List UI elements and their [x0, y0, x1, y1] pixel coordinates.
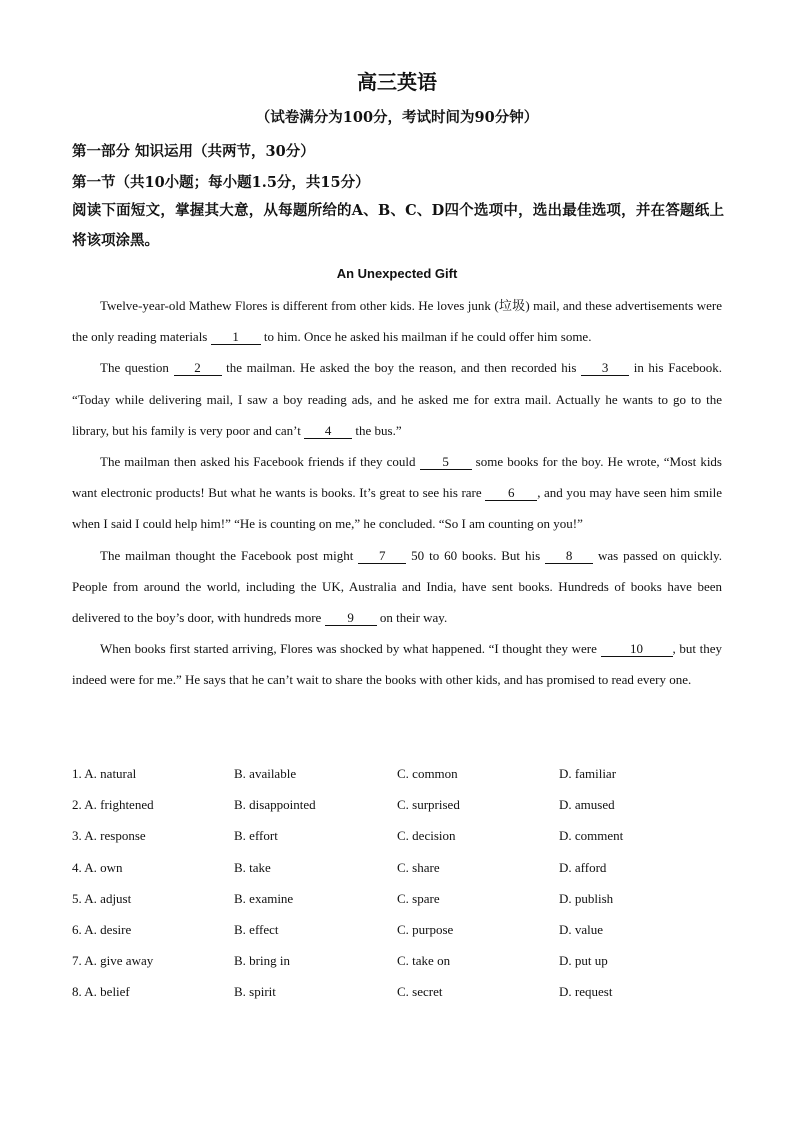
option-c: C. spare — [397, 890, 440, 906]
section-heading: 第一节（共10小题；每小题1.5分，共15分） — [72, 174, 370, 191]
exam-subtitle: （试卷满分为100分，考试时间为90分钟） — [255, 109, 539, 126]
blank-7: 7 — [358, 548, 406, 564]
blank-1: 1 — [211, 329, 261, 345]
answer-options — [72, 762, 722, 1012]
question-row — [72, 887, 722, 918]
blank-3: 3 — [581, 360, 629, 376]
option-b: B. spirit — [234, 984, 276, 1000]
option-a: 7. A. give away — [72, 953, 154, 969]
option-b: B. examine — [234, 890, 294, 906]
option-a: 6. A. desire — [72, 921, 132, 937]
option-d: D. afford — [559, 859, 607, 875]
blank-4: 4 — [304, 423, 352, 439]
option-c: C. surprised — [397, 797, 460, 813]
option-c: C. take on — [397, 953, 451, 969]
option-c: C. decision — [397, 828, 456, 844]
option-d: D. familiar — [559, 766, 617, 781]
blank-2: 2 — [174, 360, 222, 376]
option-a: 4. A. own — [72, 859, 123, 875]
option-d: D. comment — [559, 828, 624, 844]
blank-9: 9 — [325, 610, 377, 626]
part-heading: 第一部分 知识运用（共两节，30分） — [72, 143, 315, 160]
option-c: C. common — [397, 766, 458, 781]
blank-5: 5 — [420, 454, 472, 470]
paragraph-1: Twelve-year-old Mathew Flores is different from other kids. He loves junk (垃圾) mail, and these advertisements were the only reading materials 1 to him. Once he asked his mailman if he could offer him some. — [72, 298, 722, 345]
option-d: D. publish — [559, 890, 614, 906]
question-row — [72, 949, 722, 980]
option-b: B. effect — [234, 921, 279, 937]
option-a: 5. A. adjust — [72, 890, 132, 906]
blank-6: 6 — [485, 485, 537, 501]
passage-body — [72, 290, 722, 696]
paragraph-3: The mailman then asked his Facebook friends if they could 5 some books for the boy. He wrote, “Most kids want electronic products! But what he wants is books. It’s great to see his rare 6 , and you may have seen him smile when I said I could help him!” “He is counting on me,” he concluded. “So I am counting on you!” — [72, 454, 722, 532]
instruction-text: 阅读下面短文，掌握其大意，从每题所给的A、B、C、D四个选项中，选出最佳选项，并在答题纸上将该项涂黑。 — [72, 202, 724, 249]
option-c: C. purpose — [397, 921, 454, 937]
question-row — [72, 762, 722, 793]
paragraph-4: The mailman thought the Facebook post might 7 50 to 60 books. But his 8 was passed on quickly. People from around the world, including the UK, Australia and India, have sent books. Hundreds of books have been delivered to the boy’s door, with hundreds more 9 on their way. — [72, 547, 723, 626]
option-b: B. bring in — [234, 953, 290, 969]
question-row — [72, 824, 722, 855]
paragraph-2: The question 2 the mailman. He asked the boy the reason, and then recorded his 3 in his Facebook. “Today while delivering mail, I saw a boy reading ads, and he asked me for extra mail. Actually he wants to go to the library, but his family is very poor and can’t 4 the bus.” — [72, 360, 723, 438]
option-a: 3. A. response — [72, 828, 146, 844]
option-b: B. effort — [234, 828, 278, 844]
option-b: B. take — [234, 859, 271, 875]
paragraph-5: When books first started arriving, Flores was shocked by what happened. “I thought they were 10 , but they indeed were for me.” He says that he can’t wait to share the books with other kids, and has promised to read every one. — [72, 641, 723, 688]
passage-title: An Unexpected Gift — [336, 266, 458, 281]
question-row — [72, 793, 722, 824]
option-c: C. secret — [397, 984, 443, 1000]
option-a: 1. A. natural — [72, 766, 137, 781]
option-d: D. put up — [559, 953, 608, 969]
option-b: B. disappointed — [234, 797, 316, 813]
question-row — [72, 918, 722, 949]
blank-8: 8 — [545, 548, 593, 564]
option-a: 2. A. frightened — [72, 797, 154, 813]
option-a: 8. A. belief — [72, 984, 130, 1000]
option-d: D. value — [559, 921, 604, 937]
option-c: C. share — [397, 859, 440, 875]
question-row — [72, 980, 722, 1011]
blank-10: 10 — [601, 641, 673, 657]
option-d: D. request — [559, 984, 613, 1000]
option-b: B. available — [234, 766, 297, 781]
question-row — [72, 856, 722, 887]
exam-title: 高三英语 — [357, 70, 437, 94]
option-d: D. amused — [559, 797, 615, 813]
